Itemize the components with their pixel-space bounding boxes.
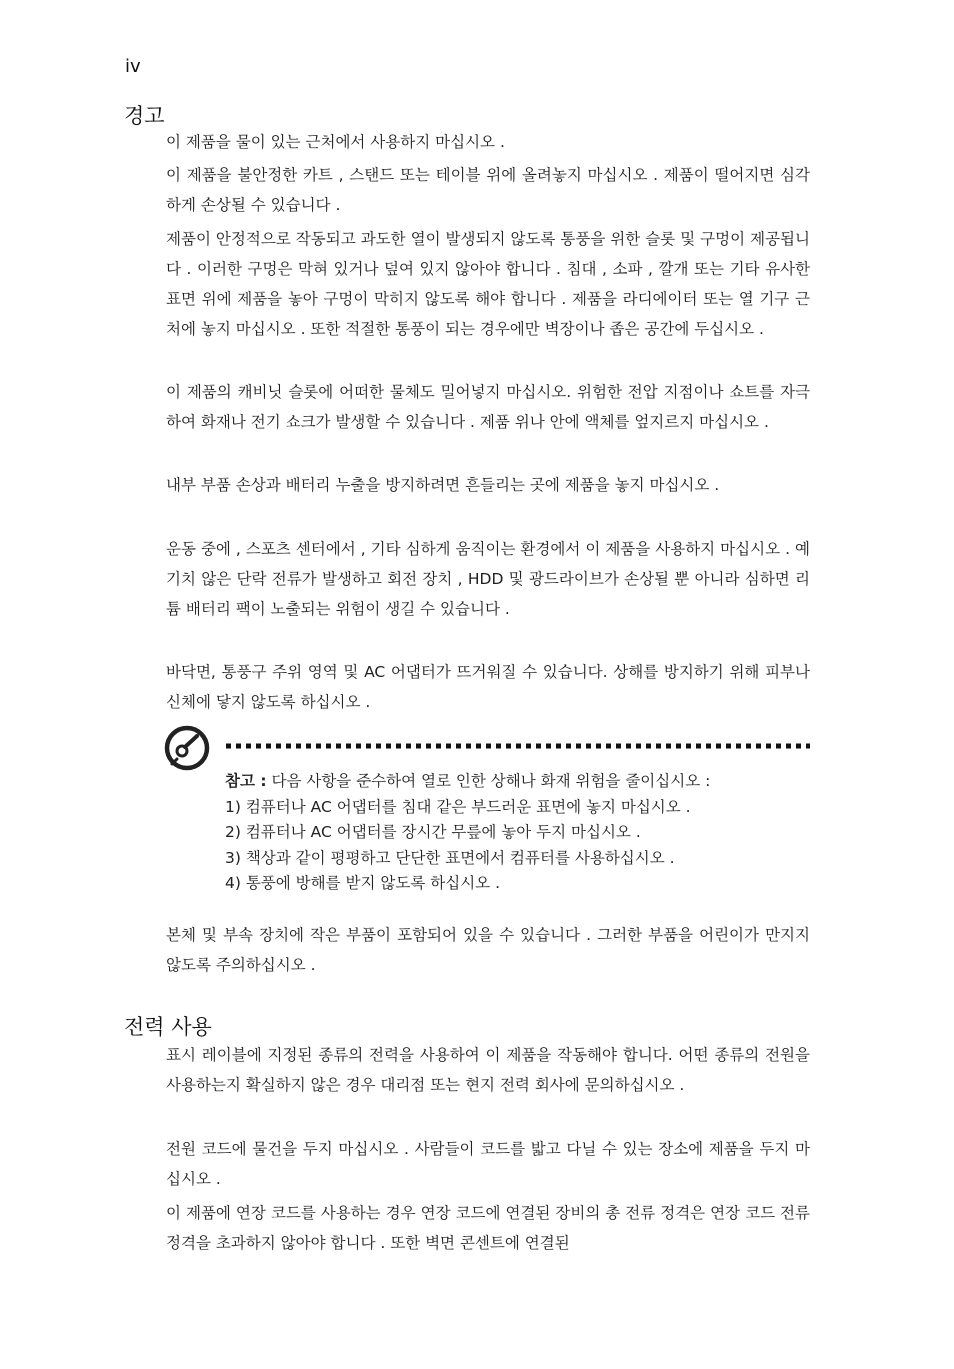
note-text [225,769,815,897]
paragraph: 표시 레이블에 지정된 종류의 전력을 사용하여 이 제품을 작동해야 합니다. 어떤 종류의 전원을 사용하는지 확실하지 않은 경우 대리점 또는 현지 전력 회사에 문의하십시오 . [166,1046,810,1094]
note-dotted-rule [226,743,810,749]
paragraph: 전원 코드에 물건을 두지 마십시오 . 사람들이 코드를 밟고 다닐 수 있는 장소에 제품을 두지 마십시오 . [166,1140,810,1188]
paragraph: 이 제품을 물이 있는 근처에서 사용하지 마십시오 . [166,133,505,151]
note-list-item: 1) 컴퓨터나 AC 어댑터를 침대 같은 부드러운 표면에 놓지 마십시오 . [225,797,691,816]
note-list-item: 3) 책상과 같이 평평하고 단단한 표면에서 컴퓨터를 사용하십시오 . [225,848,675,867]
note-list [225,795,815,897]
paragraph: 바닥면, 통풍구 주위 영역 및 AC 어댑터가 뜨거워질 수 있습니다. 상해를 방지하기 위해 피부나 신체에 닿지 않도록 하십시오 . [166,663,810,711]
note-block [164,725,814,905]
note-icon [164,725,210,771]
paragraph: 제품이 안정적으로 작동되고 과도한 열이 발생되지 않도록 통풍을 위한 슬롯 및 구멍이 제공됩니다 . 이러한 구멍은 막혀 있거나 덮여 있지 않아야 합니다 . 침대 , 소파 , 깔개 또는 기타 유사한 표면 위에 제품을 놓아 구멍이 막히지 않도록 해야 합니다 . 제품을 라디에이터 또는 열 기구 근처에 놓지 마십시오 . 또한 적절한 통풍이 되는 경우에만 벽장이나 좁은 공간에 두십시오 . [166,230,810,338]
page-number: iv [125,56,141,77]
note-list-item: 4) 통풍에 방해를 받지 않도록 하십시오 . [225,874,500,893]
paragraph: 이 제품의 캐비닛 슬롯에 어떠한 물체도 밀어넣지 마십시오. 위험한 전압 지점이나 쇼트를 자극하여 화재나 전기 쇼크가 발생할 수 있습니다 . 제품 위나 안에 액체를 엎지르지 마십시오 . [166,383,810,431]
section-title-warning: 경고 [124,104,165,128]
paragraph: 운동 중에 , 스포츠 센터에서 , 기타 심하게 움직이는 환경에서 이 제품을 사용하지 마십시오 . 예기치 않은 단락 전류가 발생하고 회전 장치 , HDD 및 광드라이브가 손상될 뿐 아니라 심하면 리튬 배터리 팩이 노출되는 위험이 생길 수 있습니다 . [166,540,810,618]
note-intro-line [225,769,815,795]
note-intro: 다음 사항을 준수하여 열로 인한 상해나 화재 위험을 줄이십시오 : [266,772,711,790]
note-label: 참고 : [225,772,267,790]
paragraph: 본체 및 부속 장치에 작은 부품이 포함되어 있을 수 있습니다 . 그러한 부품을 어린이가 만지지 않도록 주의하십시오 . [166,926,810,974]
paragraph: 이 제품을 불안정한 카트 , 스탠드 또는 테이블 위에 올려놓지 마십시오 . 제품이 떨어지면 심각하게 손상될 수 있습니다 . [166,166,810,214]
paragraph: 내부 부품 손상과 배터리 누출을 방지하려면 흔들리는 곳에 제품을 놓지 마십시오 . [166,476,720,494]
note-list-item: 2) 컴퓨터나 AC 어댑터를 장시간 무릎에 놓아 두지 마십시오 . [225,823,641,842]
paragraph: 이 제품에 연장 코드를 사용하는 경우 연장 코드에 연결된 장비의 총 전류 정격은 연장 코드 전류 정격을 초과하지 않아야 합니다 . 또한 벽면 콘센트에 연결된 [166,1204,810,1252]
section-title-power: 전력 사용 [124,1015,212,1039]
